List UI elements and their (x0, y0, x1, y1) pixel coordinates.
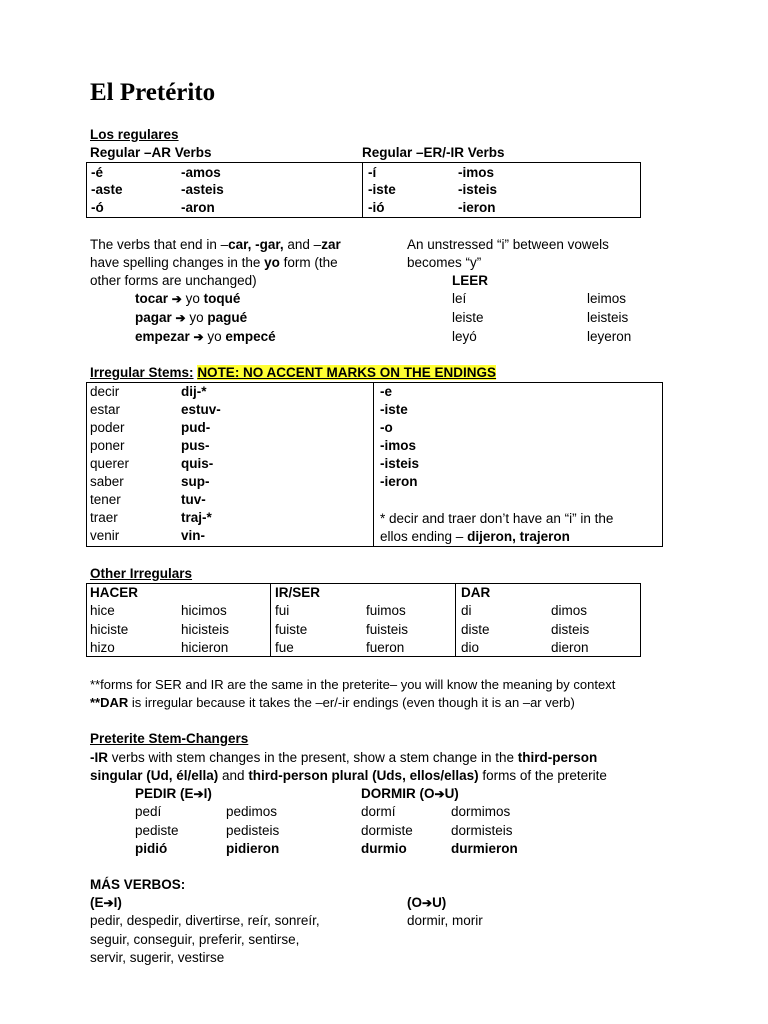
o-to-u-heading: (O➔U) (407, 895, 447, 910)
dar-header: DAR (461, 585, 491, 600)
stem: estuv- (181, 402, 221, 417)
stem: quis- (181, 456, 214, 471)
e-to-i-verbs: servir, sugerir, vestirse (90, 950, 225, 965)
stem-ending: -imos (380, 438, 417, 453)
stem-verb: decir (90, 384, 120, 399)
hacer-form: hice (90, 603, 115, 618)
dormir-heading: DORMIR (O➔U) (361, 786, 459, 801)
hacer-form: hicieron (181, 640, 229, 655)
spelling-example: empezar ➔ yo empecé (135, 329, 276, 344)
table-divider (455, 583, 456, 657)
pedir-form: pediste (135, 823, 179, 838)
stem-verb: querer (90, 456, 130, 471)
arrow-right-icon: ➔ (193, 330, 204, 344)
e-to-i-verbs: seguir, conseguir, preferir, sentirse, (90, 932, 300, 947)
er-ending: -imos (458, 165, 495, 180)
ar-ending: -é (91, 165, 104, 180)
hacer-form: hicimos (181, 603, 227, 618)
dar-form: dieron (551, 640, 589, 655)
stem-verb: poder (90, 420, 125, 435)
stem-verb: poner (90, 438, 125, 453)
spelling-example: pagar ➔ yo pagué (135, 310, 248, 325)
dar-form: di (461, 603, 472, 618)
irregular-stems-heading: Irregular Stems: NOTE: NO ACCENT MARKS ON THE ENDINGS (90, 365, 497, 380)
dormir-form: durmio (361, 841, 407, 856)
table-divider (362, 162, 363, 218)
stem-changers-line1: -IR verbs with stem changes in the present, show a stem change in the third-person (90, 750, 598, 765)
ir-ser-form: fue (275, 640, 294, 655)
arrow-right-icon: ➔ (422, 896, 433, 910)
dar-form: dimos (551, 603, 588, 618)
ar-ending: -ó (91, 200, 104, 215)
e-to-i-heading: (E➔I) (90, 895, 122, 910)
er-ending: -ió (368, 200, 385, 215)
ir-ser-form: fuisteis (366, 622, 409, 637)
leer-form: leí (452, 291, 467, 306)
dormir-form: dormimos (451, 804, 511, 819)
leer-form: leimos (587, 291, 627, 306)
stem-ending: -ieron (380, 474, 418, 489)
ar-ending: -aste (91, 182, 123, 197)
other-irregulars-heading: Other Irregulars (90, 566, 193, 581)
stem-footnote-line2: ellos ending – dijeron, trajeron (380, 529, 570, 544)
dormir-form: dormisteis (451, 823, 513, 838)
pedir-form: pedimos (226, 804, 278, 819)
pedir-heading: PEDIR (E➔I) (135, 786, 212, 801)
stem-ending: -e (380, 384, 393, 399)
stem-ending: -iste (380, 402, 408, 417)
spelling-note-line3: other forms are unchanged) (90, 273, 257, 288)
stem-verb: saber (90, 474, 124, 489)
stem: vin- (181, 528, 206, 543)
ar-ending: -asteis (181, 182, 224, 197)
er-ending: -isteis (458, 182, 498, 197)
er-ir-verbs-header: Regular –ER/-IR Verbs (362, 145, 505, 160)
pedir-form: pidió (135, 841, 168, 856)
ir-ser-form: fuimos (366, 603, 406, 618)
arrow-right-icon: ➔ (434, 787, 445, 801)
stem-ending: -isteis (380, 456, 420, 471)
stem-verb: venir (90, 528, 120, 543)
stem: traj-* (181, 510, 212, 525)
stem-ending: -o (380, 420, 393, 435)
dormir-form: durmieron (451, 841, 518, 856)
stem: dij-* (181, 384, 207, 399)
stem: pus- (181, 438, 210, 453)
hacer-form: hizo (90, 640, 115, 655)
ir-ser-form: fuiste (275, 622, 308, 637)
ir-ser-form: fui (275, 603, 290, 618)
leer-form: leisteis (587, 310, 629, 325)
arrow-right-icon: ➔ (171, 292, 182, 306)
pedir-form: pedisteis (226, 823, 280, 838)
ar-ending: -aron (181, 200, 215, 215)
hacer-form: hiciste (90, 622, 129, 637)
leer-form: leiste (452, 310, 484, 325)
spelling-note-line2: have spelling changes in the yo form (the (90, 255, 338, 270)
table-divider (270, 583, 271, 657)
leer-note-line1: An unstressed “i” between vowels (407, 237, 609, 252)
ir-ser-header: IR/SER (275, 585, 321, 600)
stem: pud- (181, 420, 211, 435)
pedir-form: pedí (135, 804, 162, 819)
stem-footnote-line1: * decir and traer don’t have an “i” in the (380, 511, 614, 526)
dar-form: diste (461, 622, 490, 637)
stem-verb: estar (90, 402, 121, 417)
arrow-right-icon: ➔ (193, 787, 204, 801)
accent-note: NOTE: NO ACCENT MARKS ON THE ENDINGS (197, 365, 497, 380)
e-to-i-verbs: pedir, despedir, divertirse, reír, sonreír, (90, 913, 320, 928)
stem-verb: tener (90, 492, 121, 507)
leer-heading: LEER (452, 273, 489, 288)
er-ending: -ieron (458, 200, 496, 215)
dar-form: dio (461, 640, 480, 655)
ar-ending: -amos (181, 165, 221, 180)
dormir-form: dormiste (361, 823, 413, 838)
leer-note-line2: becomes “y” (407, 255, 482, 270)
hacer-form: hicisteis (181, 622, 230, 637)
table-divider (373, 382, 374, 547)
mas-verbos-heading: MÁS VERBOS: (90, 877, 186, 892)
er-ending: -iste (368, 182, 396, 197)
spelling-note-line1: The verbs that end in –car, -gar, and –zar (90, 237, 341, 252)
hacer-header: HACER (90, 585, 139, 600)
stem-changers-heading: Preterite Stem-Changers (90, 731, 249, 746)
arrow-right-icon: ➔ (175, 311, 186, 325)
arrow-right-icon: ➔ (103, 896, 114, 910)
leer-form: leyó (452, 329, 477, 344)
ar-verbs-header: Regular –AR Verbs (90, 145, 212, 160)
page-title: El Pretérito (90, 79, 216, 106)
stem: tuv- (181, 492, 206, 507)
ser-ir-note: **forms for SER and IR are the same in the preterite– you will know the meaning by context (90, 677, 616, 692)
dormir-form: dormí (361, 804, 396, 819)
spelling-example: tocar ➔ yo toqué (135, 291, 241, 306)
dar-note: **DAR is irregular because it takes the –er/-ir endings (even though it is an –ar verb) (90, 695, 575, 710)
regulares-heading: Los regulares (90, 127, 179, 142)
regular-endings-table (86, 162, 641, 218)
stem: sup- (181, 474, 210, 489)
er-ending: -í (368, 165, 377, 180)
dar-form: disteis (551, 622, 590, 637)
leer-form: leyeron (587, 329, 632, 344)
o-to-u-verbs: dormir, morir (407, 913, 483, 928)
ir-ser-form: fueron (366, 640, 405, 655)
stem-verb: traer (90, 510, 118, 525)
pedir-form: pidieron (226, 841, 280, 856)
stem-changers-line2: singular (Ud, él/ella) and third-person plural (Uds, ellos/ellas) forms of the preterite (90, 768, 607, 783)
